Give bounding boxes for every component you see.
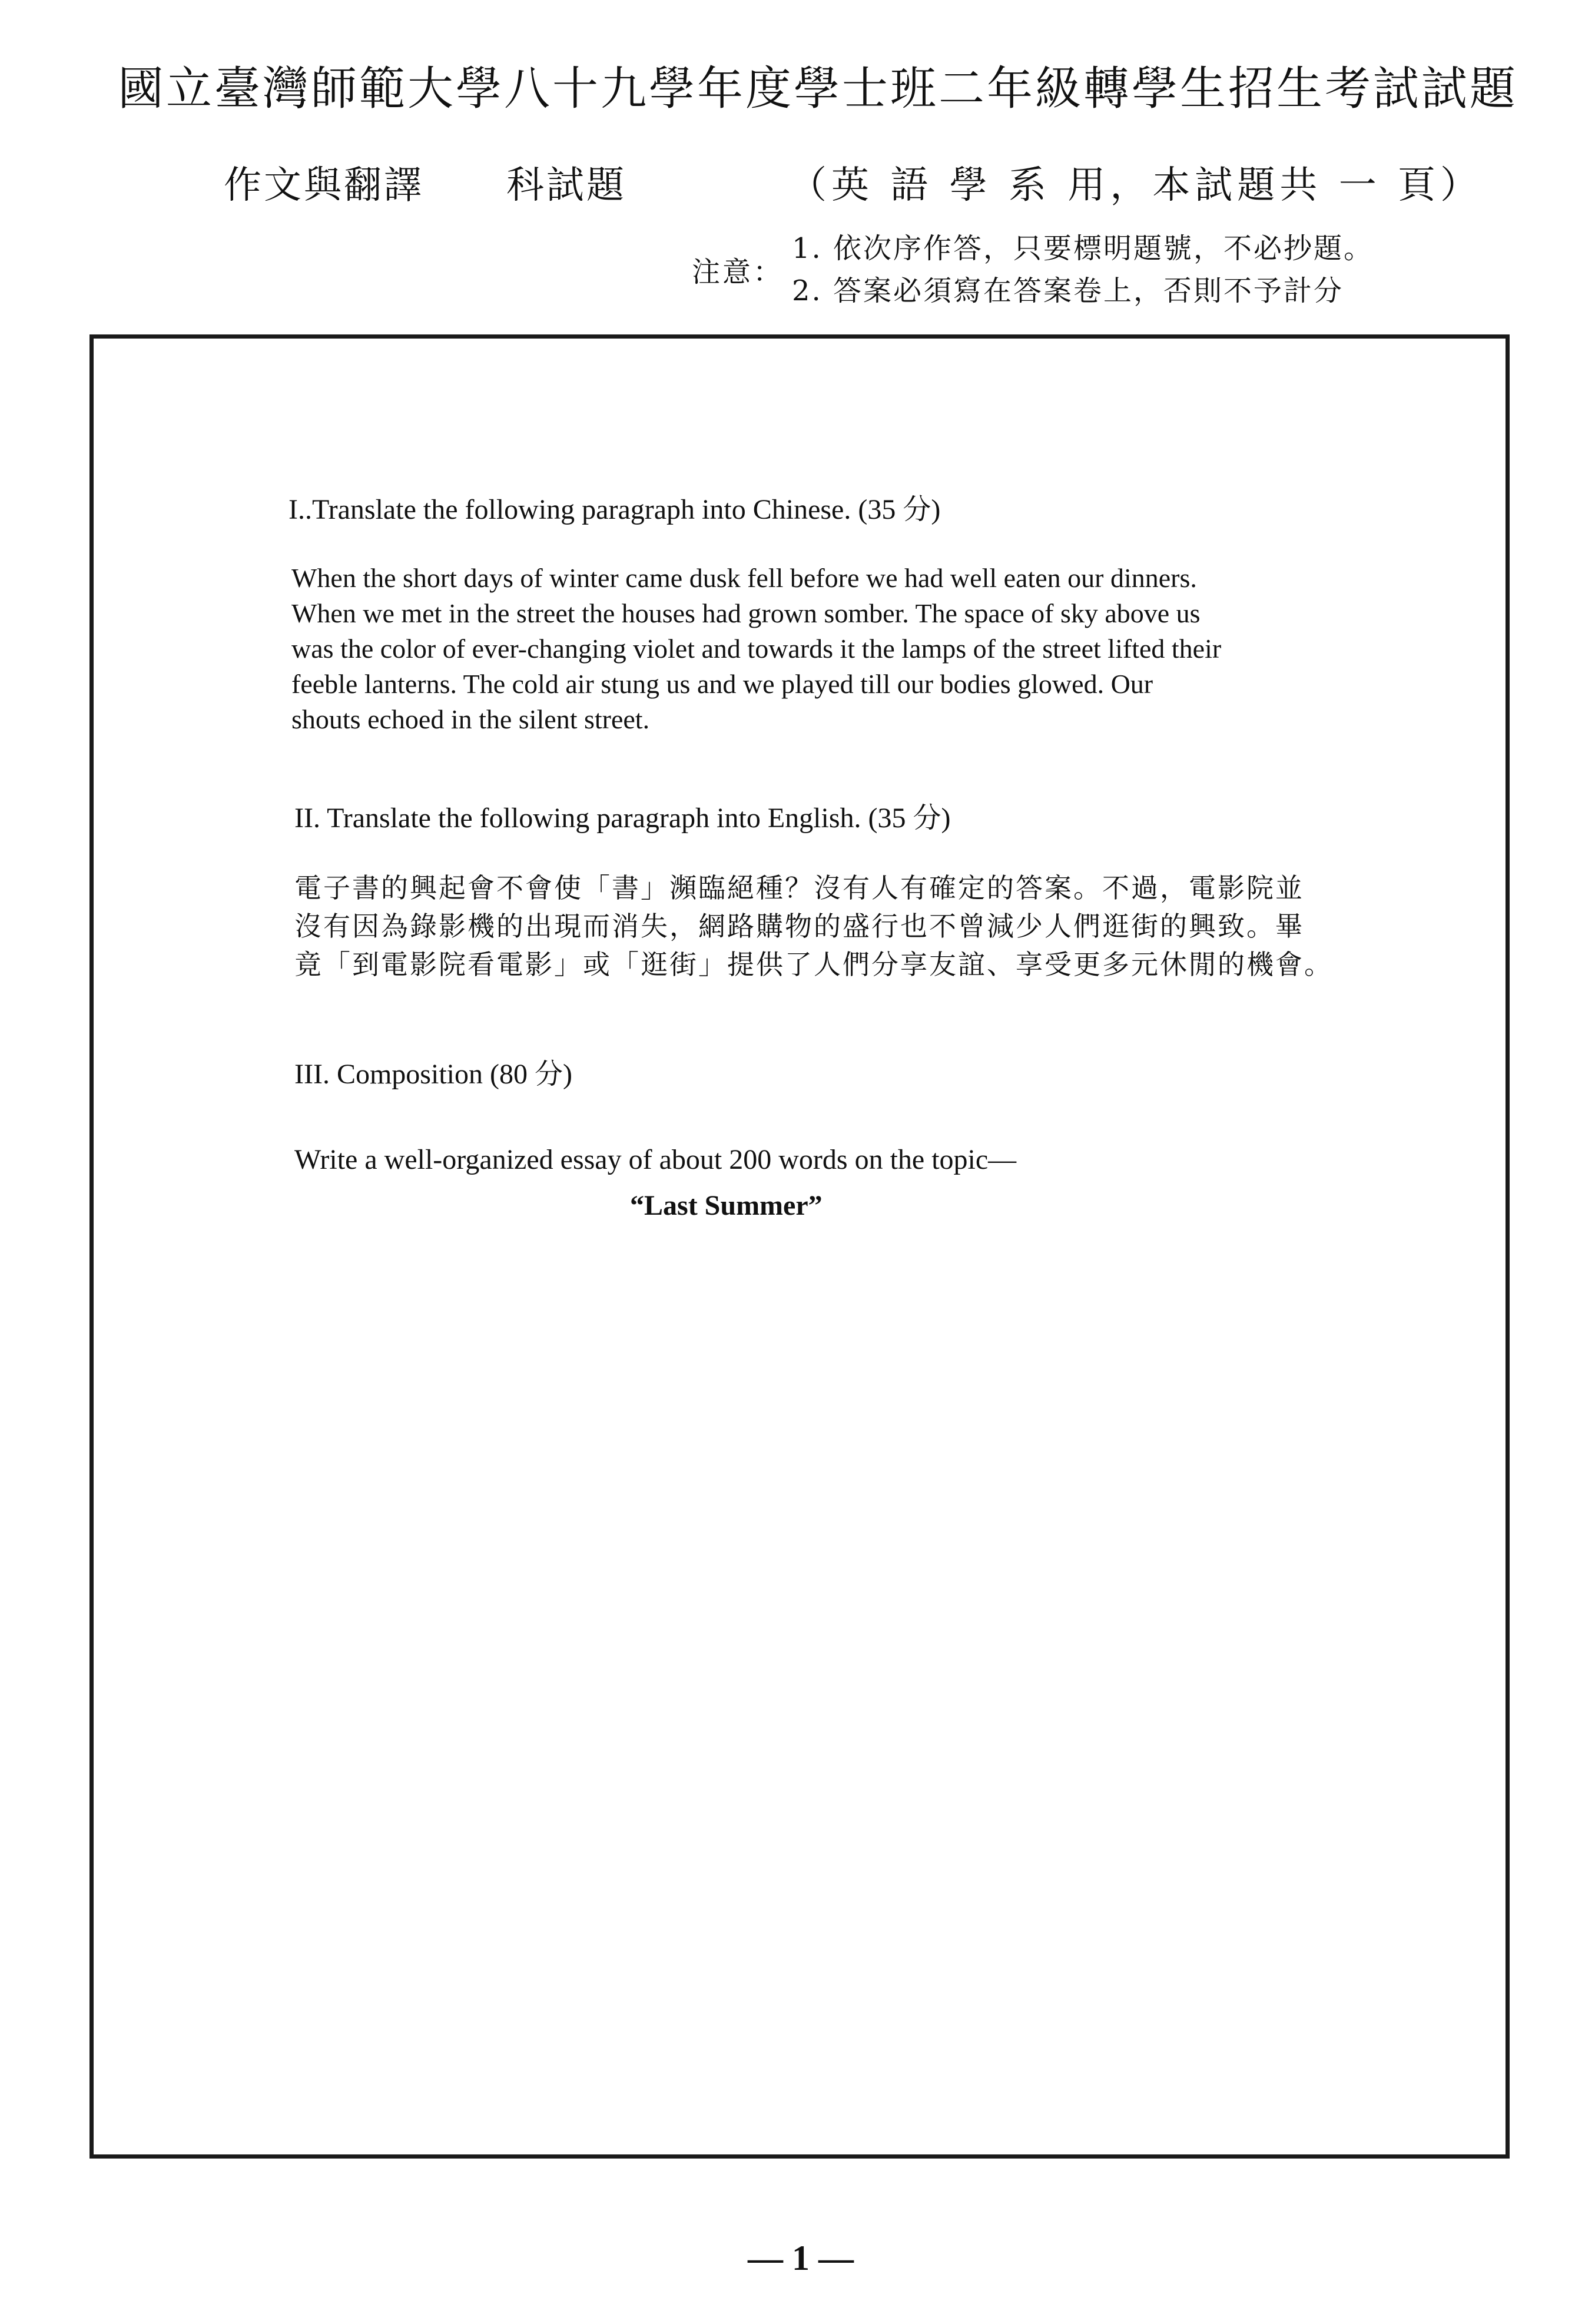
passage-line: 電子書的興起會不會使「書」瀕臨絕種？沒有人有確定的答案。不過，電影院並: [294, 872, 1304, 904]
passage-line: When the short days of winter came dusk fell before we had well eaten our dinners.: [291, 563, 1197, 593]
subject-row: [224, 159, 1543, 212]
passage-line: 沒有因為錄影機的出現而消失，網路購物的盛行也不曾減少人們逛街的興致。畢: [294, 910, 1304, 942]
question-3-heading: III. Composition (80 分): [294, 1059, 572, 1090]
exam-title: 國立臺灣師範大學八十九學年度學士班二年級轉學生招生考試試題: [118, 62, 1518, 115]
question-2-passage: [294, 869, 1331, 984]
passage-line: feeble lanterns. The cold air stung us and we played till our bodies glowed. Our: [291, 669, 1153, 699]
question-1-passage: [291, 561, 1345, 737]
subject-name: 作文與翻譯: [224, 164, 424, 207]
passage-line: shouts echoed in the silent street.: [291, 704, 650, 734]
question-2-heading: II. Translate the following paragraph into English. (35 分): [294, 803, 951, 834]
page-number: — 1 —: [748, 2239, 854, 2277]
notice-item: 1. 依次序作答，只要標明題號，不必抄題。: [792, 232, 1374, 265]
notice-block: [692, 231, 1487, 319]
passage-line: 竟「到電影院看電影」或「逛街」提供了人們分享友誼、享受更多元休閒的機會。: [294, 949, 1333, 980]
composition-prompt: Write a well-organized essay of about 200 words on the topic—: [294, 1144, 1017, 1175]
passage-line: When we met in the street the houses had grown somber. The space of sky above us: [291, 598, 1201, 628]
composition-topic: “Last Summer”: [630, 1190, 823, 1221]
notice-label: 注意：: [692, 256, 784, 289]
passage-line: was the color of ever-changing violet and towards it the lamps of the street lifted their: [291, 634, 1222, 664]
subject-suffix: 科試題: [506, 164, 626, 207]
question-1-heading: I..Translate the following paragraph into Chinese. (35 分): [289, 494, 941, 525]
notice-item: 2. 答案必須寫在答案卷上，否則不予計分: [792, 274, 1344, 307]
department-note: （英 語 學 系 用，本試題共 一 頁）: [789, 164, 1483, 207]
